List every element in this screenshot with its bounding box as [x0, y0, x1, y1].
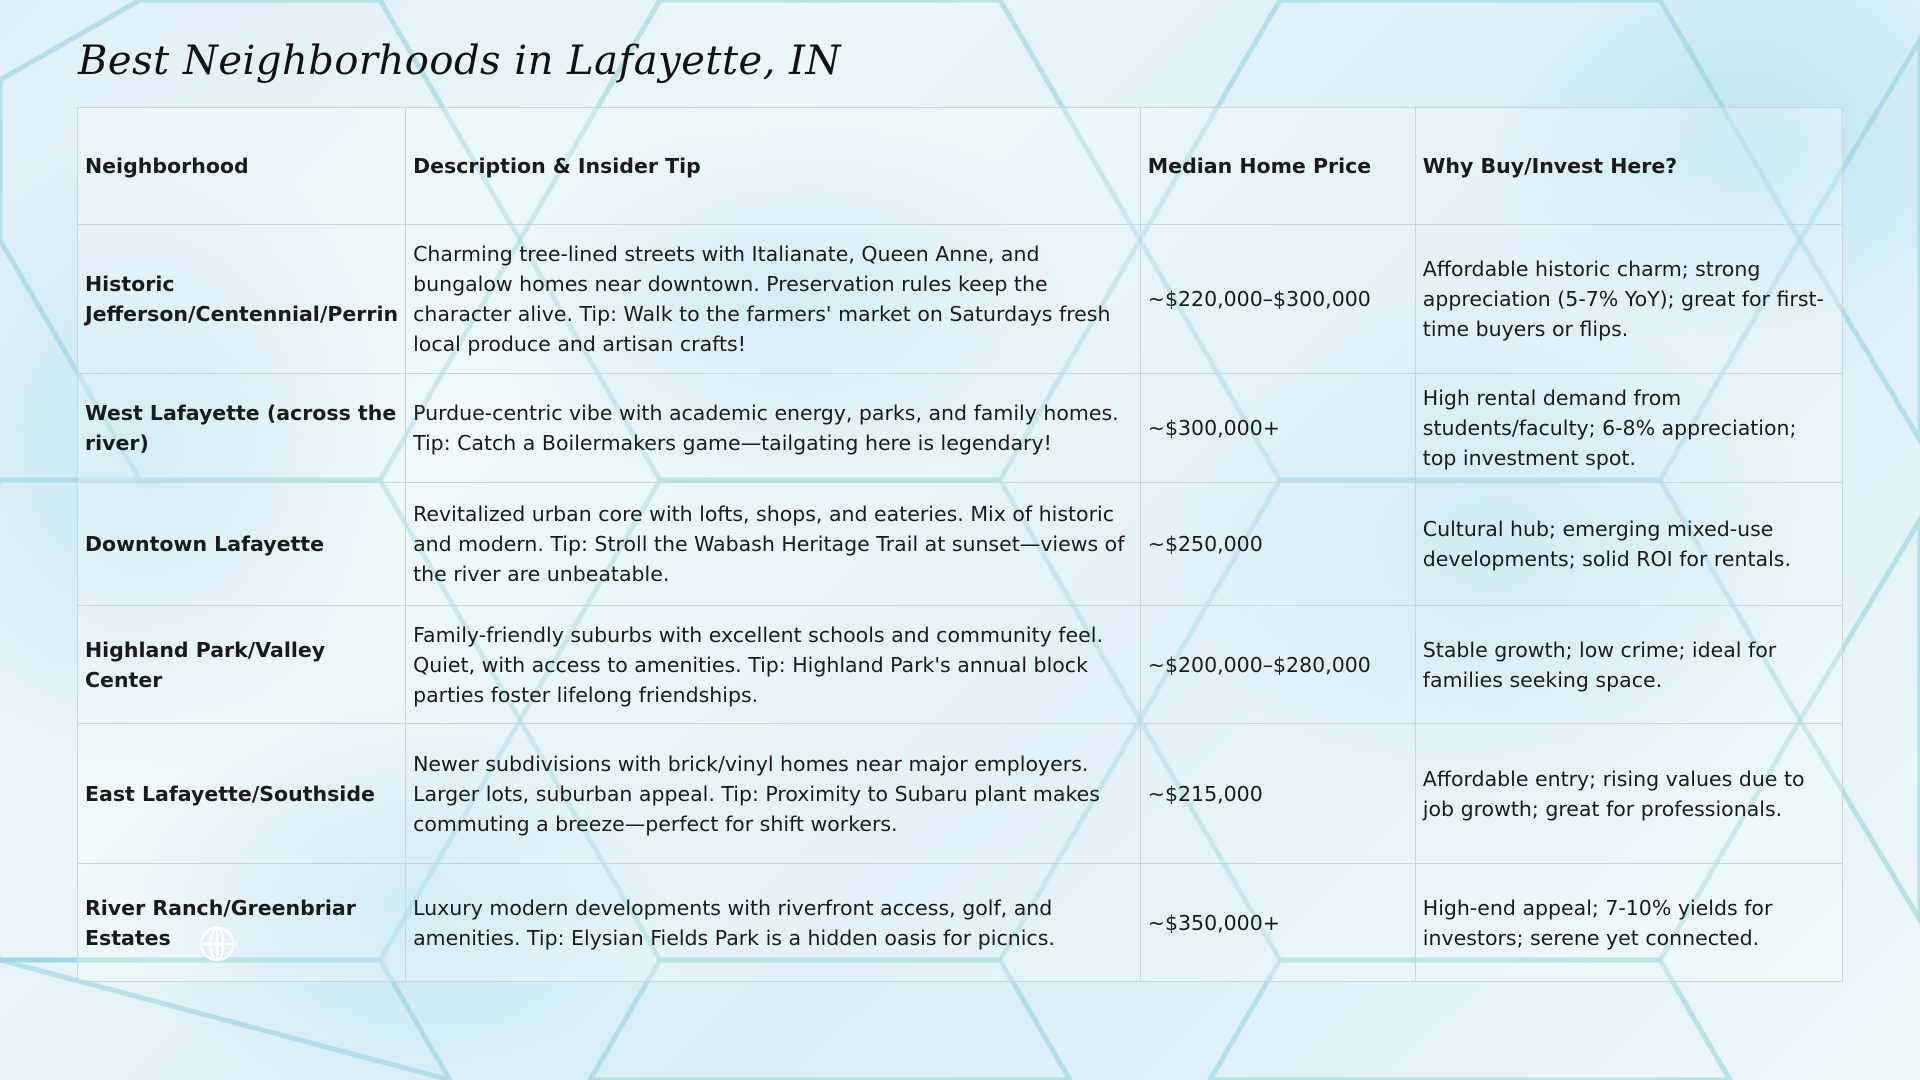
- why-cell: Cultural hub; emerging mixed-use developments; solid ROI for rentals.: [1415, 483, 1842, 606]
- price-cell: ~$200,000–$280,000: [1140, 606, 1415, 724]
- neighborhood-cell: Historic Jefferson/Centennial/Perrin: [78, 225, 406, 374]
- price-cell: ~$220,000–$300,000: [1140, 225, 1415, 374]
- neighborhood-cell: Downtown Lafayette: [78, 483, 406, 606]
- price-cell: ~$300,000+: [1140, 374, 1415, 483]
- description-cell: Luxury modern developments with riverfront access, golf, and amenities. Tip: Elysian Fields Park is a hidden oasis for picnics.: [406, 864, 1141, 982]
- neighborhoods-table: [77, 107, 1843, 982]
- description-cell: Charming tree-lined streets with Italianate, Queen Anne, and bungalow homes near downtown. Preservation rules keep the character alive. Tip: Walk to the farmers' market on Saturdays fresh local produce and artisan crafts!: [406, 225, 1141, 374]
- description-cell: Revitalized urban core with lofts, shops, and eateries. Mix of historic and modern. Tip: Stroll the Wabash Heritage Trail at sunset—views of the river are unbeatable.: [406, 483, 1141, 606]
- price-cell: ~$350,000+: [1140, 864, 1415, 982]
- header-neighborhood: Neighborhood: [78, 108, 406, 225]
- neighborhood-cell: Highland Park/Valley Center: [78, 606, 406, 724]
- price-cell: ~$250,000: [1140, 483, 1415, 606]
- table-row: [78, 374, 1843, 483]
- description-cell: Family-friendly suburbs with excellent schools and community feel. Quiet, with access to amenities. Tip: Highland Park's annual block parties foster lifelong friendships.: [406, 606, 1141, 724]
- table-row: [78, 225, 1843, 374]
- table-row: [78, 724, 1843, 864]
- why-cell: High rental demand from students/faculty; 6-8% appreciation; top investment spot.: [1415, 374, 1842, 483]
- table-row: [78, 606, 1843, 724]
- table-row: [78, 864, 1843, 982]
- header-description: Description & Insider Tip: [406, 108, 1141, 225]
- price-cell: ~$215,000: [1140, 724, 1415, 864]
- globe-icon: [198, 925, 236, 963]
- why-cell: Stable growth; low crime; ideal for families seeking space.: [1415, 606, 1842, 724]
- neighborhood-cell: East Lafayette/Southside: [78, 724, 406, 864]
- why-cell: Affordable entry; rising values due to job growth; great for professionals.: [1415, 724, 1842, 864]
- why-cell: Affordable historic charm; strong appreciation (5-7% YoY); great for first-time buyers or flips.: [1415, 225, 1842, 374]
- header-why-buy: Why Buy/Invest Here?: [1415, 108, 1842, 225]
- description-cell: Purdue-centric vibe with academic energy, parks, and family homes. Tip: Catch a Boilermakers game—tailgating here is legendary!: [406, 374, 1141, 483]
- why-cell: High-end appeal; 7-10% yields for investors; serene yet connected.: [1415, 864, 1842, 982]
- page-title: Best Neighborhoods in Lafayette, IN: [78, 38, 841, 84]
- description-cell: Newer subdivisions with brick/vinyl homes near major employers. Larger lots, suburban appeal. Tip: Proximity to Subaru plant makes commuting a breeze—perfect for shift workers.: [406, 724, 1141, 864]
- table-row: [78, 483, 1843, 606]
- table-header-row: [78, 108, 1843, 225]
- header-median-price: Median Home Price: [1140, 108, 1415, 225]
- neighborhood-cell: West Lafayette (across the river): [78, 374, 406, 483]
- neighborhood-cell: River Ranch/Greenbriar Estates: [78, 864, 406, 982]
